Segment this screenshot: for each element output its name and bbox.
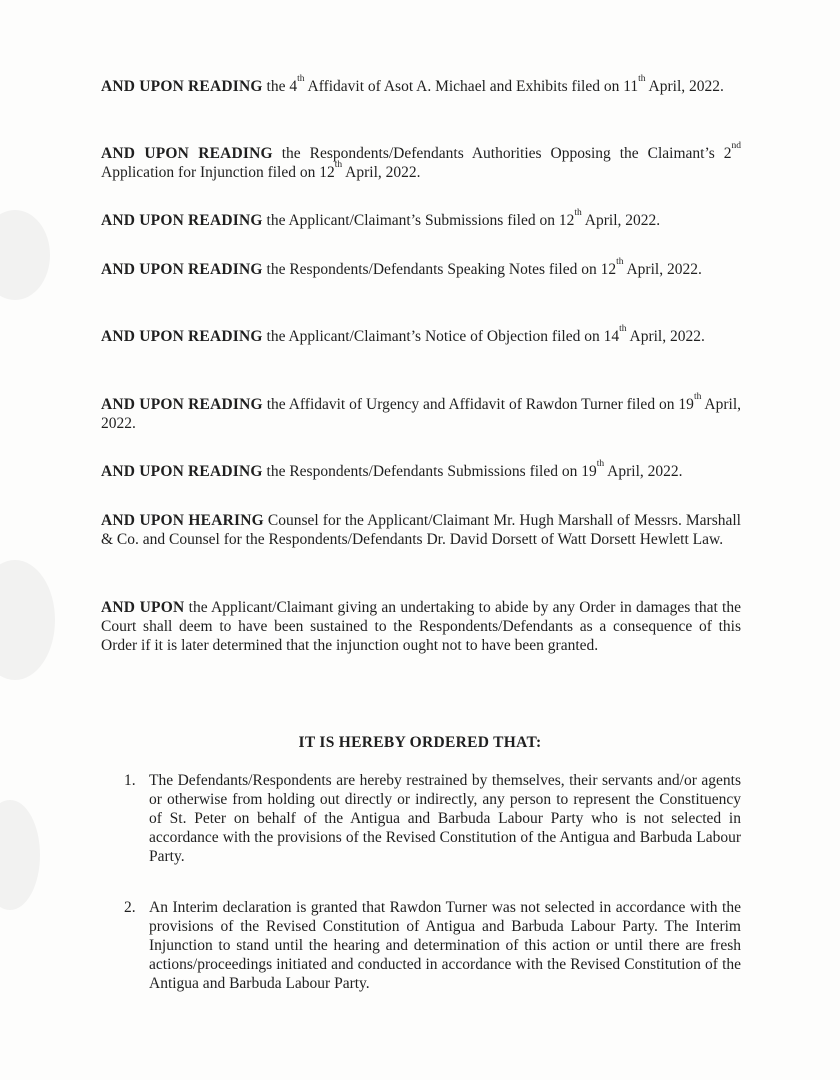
order-text: An Interim declaration is granted that Rawdon Turner was not selected in accordance with the provisions of the Revised Constitution of Antigua and Barbuda Labour Party. The Interim Injunction to stand until the hearing and determination of this action or until there are fresh actions/proceedings initiated and conducted in accordance with the Revised Constitution of the Antigua and Barbuda Labour Party. <box>149 899 741 992</box>
order-item-2 <box>124 898 741 993</box>
scan-shadow <box>0 210 50 300</box>
paragraph-reading-speaking-notes: AND UPON READING the Respondents/Defendants Speaking Notes filed on 12th April, 2022. <box>101 257 702 278</box>
paragraph-undertaking: AND UPON the Applicant/Claimant giving an undertaking to abide by any Order in damages that the Court shall deem to have been sustained to the Respondents/Defendants as a consequence of this Order if it is later determined that the injunction ought not to have been granted. <box>101 599 741 654</box>
scan-shadow <box>0 800 40 910</box>
paragraph-reading-affidavit-4: AND UPON READING the 4th Affidavit of Asot A. Michael and Exhibits filed on 11th April, 2022. <box>101 74 724 95</box>
order-number: 1. <box>124 772 136 789</box>
order-text: The Defendants/Respondents are hereby restrained by themselves, their servants and/or agents or otherwise from holding out directly or indirectly, any person to represent the Constituency of St. Peter on behalf of the Antigua and Barbuda Labour Party who is not selected in accordance with the provisions of the Revised Constitution of the Antigua and Barbuda Labour Party. <box>149 772 741 865</box>
paragraph-reading-notice-of-objection: AND UPON READING the Applicant/Claimant’s Notice of Objection filed on 14th April, 2022. <box>101 324 705 345</box>
order-item-1 <box>124 771 741 866</box>
paragraph-reading-authorities: AND UPON READING the Respondents/Defendants Authorities Opposing the Claimant’s 2nd Application for Injunction filed on 12th April, 2022. <box>101 141 741 181</box>
order-heading: IT IS HEREBY ORDERED THAT: <box>298 734 542 751</box>
scan-shadow <box>0 560 55 680</box>
paragraph-reading-respondents-submissions: AND UPON READING the Respondents/Defendants Submissions filed on 19th April, 2022. <box>101 459 683 480</box>
paragraph-reading-affidavit-urgency: AND UPON READING the Affidavit of Urgency and Affidavit of Rawdon Turner filed on 19th April, 2022. <box>101 392 741 432</box>
paragraph-hearing-counsel: AND UPON HEARING Counsel for the Applicant/Claimant Mr. Hugh Marshall of Messrs. Marshall & Co. and Counsel for the Respondents/Defendants Dr. David Dorsett of Watt Dorsett Hewlett Law. <box>101 512 741 548</box>
paragraph-reading-submissions: AND UPON READING the Applicant/Claimant’s Submissions filed on 12th April, 2022. <box>101 208 661 229</box>
order-number: 2. <box>124 899 136 916</box>
